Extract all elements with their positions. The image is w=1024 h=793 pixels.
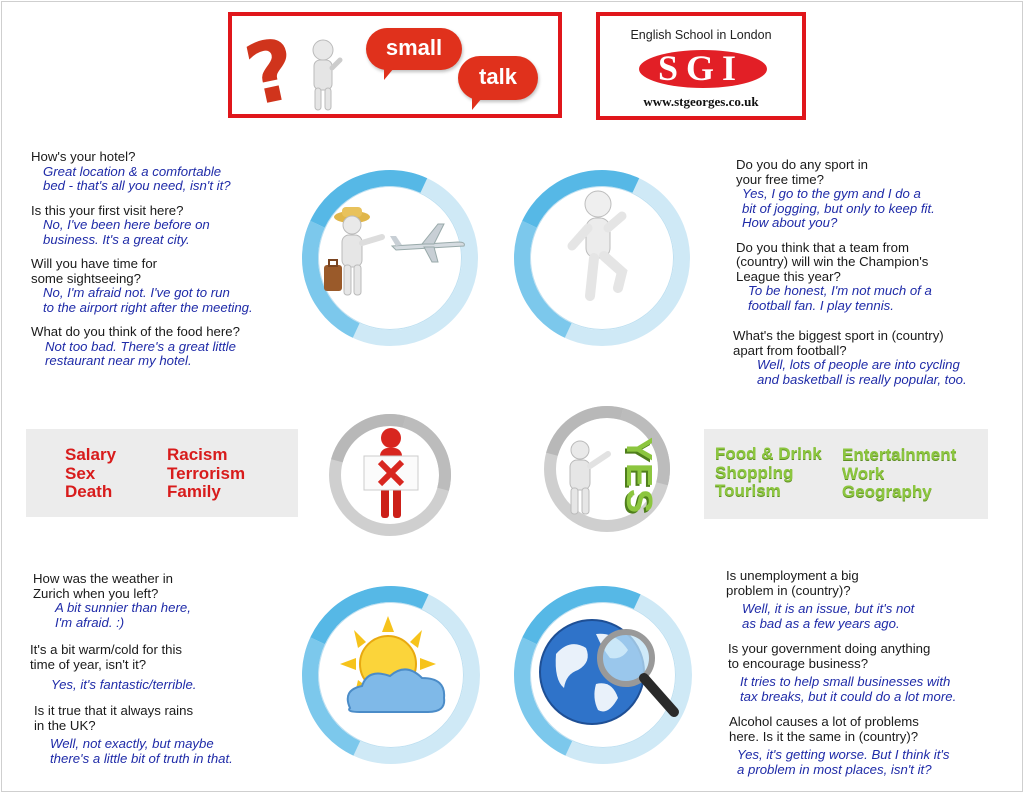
sgi-logo (596, 12, 806, 120)
talk-bubble (458, 56, 538, 100)
world-qa-3 (729, 715, 949, 777)
small-talk-logo (228, 12, 562, 126)
answer: Well, lots of people are into cycling and basketball is really popular, too. (757, 357, 967, 387)
question-mark-icon (237, 18, 358, 126)
talk-word: talk (479, 64, 517, 89)
answer: Well, it is an issue, but it's not as bad as a few years ago. (742, 601, 915, 631)
airplane-icon (388, 216, 468, 266)
answer: Yes, it's getting worse. But I think it's a problem in most places, isn't it? (737, 747, 950, 777)
travel-qa (31, 150, 253, 369)
sport-qa (736, 158, 935, 313)
small-word: small (385, 35, 443, 60)
avoid-topics-col2: Racism Terrorism Family (167, 445, 246, 501)
question: What's the biggest sport in (country) apart from football? (733, 328, 944, 358)
answer: Yes, it's fantastic/terrible. (51, 677, 197, 692)
question: Is unemployment a big problem in (country)? (726, 568, 859, 598)
question: Is your government doing anything to encourage business? (728, 641, 931, 671)
sport-qa-last (733, 329, 967, 387)
question: Alcohol causes a lot of problems here. Is it the same in (country)? (729, 714, 919, 744)
question: Do you do any sport in your free time? (736, 157, 868, 187)
answer: Yes, I go to the gym and I do a bit of jogging, but only to keep fit. How about you? (742, 186, 935, 230)
question: How's your hotel? (31, 149, 136, 164)
weather-qa-3 (34, 704, 233, 766)
small-bubble (366, 28, 462, 70)
answer: A bit sunnier than here, I'm afraid. :) (55, 600, 191, 630)
yes-figure-icon (558, 438, 618, 518)
world-qa-2 (728, 642, 956, 704)
question: How was the weather in Zurich when you left? (33, 571, 174, 601)
svg-text:?: ? (237, 19, 306, 126)
answer: No, I've been here before on business. It's a great city. (43, 217, 210, 247)
safe-topics-col2: Entertainment Work Geography (842, 445, 957, 501)
weather-qa (33, 572, 191, 630)
world-qa (726, 569, 914, 631)
running-figure-icon (560, 188, 640, 308)
answer: Well, not exactly, but maybe there's a little bit of truth in that. (50, 736, 233, 766)
avoid-topics-col1: Salary Sex Death (65, 445, 117, 501)
question: What do you think of the food here? (31, 324, 240, 339)
answer: Great location & a comfortable bed - that's all you need, isn't it? (43, 163, 231, 193)
question: Is this your first visit here? (31, 202, 184, 218)
question: Do you think that a team from (country) will win the Champion's League this year? (736, 239, 929, 284)
answer: No, I'm afraid not. I've got to run to the airport right after the meeting. (43, 285, 253, 315)
question: It's a bit warm/cold for this time of year, isn't it? (30, 642, 183, 672)
question: Is it true that it always rains in the UK? (34, 703, 194, 733)
answer: To be honest, I'm not much of a football fan. I play tennis. (748, 283, 932, 313)
question: Will you have time for some sightseeing? (31, 256, 158, 286)
no-sign-figure-icon (356, 426, 426, 522)
answer: Not too bad. There's a great little restaurant near my hotel. (45, 338, 236, 368)
safe-topics-col1: Food & Drink Shopping Tourism (715, 444, 822, 500)
sgi-tagline: English School in London (630, 28, 772, 42)
sun-cloud-icon (328, 616, 458, 726)
answer: It tries to help small businesses with tax breaks, but it could do a lot more. (740, 674, 957, 704)
globe-magnifier-icon (536, 614, 686, 734)
sgi-mark: SGI (657, 48, 745, 88)
yes-sign: YES (619, 436, 661, 516)
weather-qa-2 (30, 643, 196, 693)
sgi-url: www.stgeorges.co.uk (643, 94, 759, 109)
